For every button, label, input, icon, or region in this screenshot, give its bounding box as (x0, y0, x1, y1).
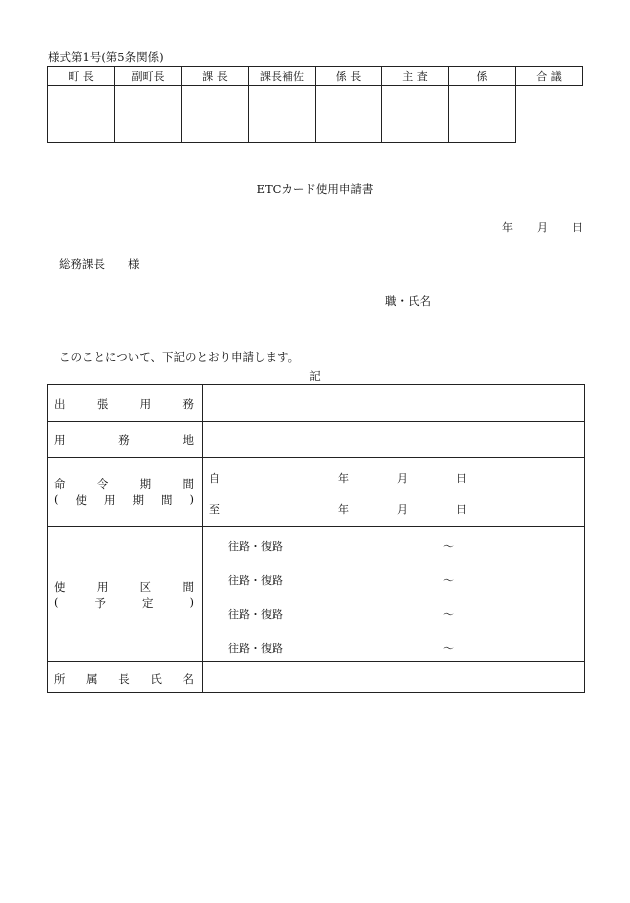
applicant-name-label: 職・氏名 (385, 294, 431, 308)
stamp-box[interactable] (182, 86, 249, 143)
document-title: ETCカード使用申請書 (256, 182, 374, 196)
label-char: 張 (96, 397, 109, 411)
label-char: 名 (182, 672, 194, 686)
date-year-label: 年 (502, 221, 513, 234)
approval-header-assistant-chief: 課長補佐 (249, 67, 316, 86)
stamp-box[interactable] (449, 86, 516, 143)
period-from-label: 自 (209, 472, 220, 485)
label-planned (54, 595, 194, 611)
application-table (47, 384, 585, 693)
label-destination (54, 432, 194, 448)
approval-header-staff: 係 (449, 67, 516, 86)
route-label-4: 往路・復路 (228, 642, 283, 655)
stamp-box[interactable] (48, 86, 115, 143)
label-business-purpose (54, 396, 194, 412)
label-char: 区 (139, 580, 152, 594)
date-day-label: 日 (572, 221, 583, 234)
approval-header-section-chief: 課 長 (182, 67, 249, 86)
label-char: 間 (161, 493, 173, 507)
label-char: 用 (139, 397, 152, 411)
route-tilde-4: ～ (443, 642, 454, 655)
label-char: ) (189, 492, 194, 506)
period-to-label: 至 (209, 503, 220, 516)
business-purpose-field[interactable] (203, 385, 584, 421)
row-divider (48, 457, 584, 458)
destination-field[interactable] (203, 422, 584, 457)
stamp-box[interactable] (249, 86, 316, 143)
label-char: 用 (96, 580, 109, 594)
label-order-period (54, 476, 194, 492)
label-char: 所 (54, 672, 66, 686)
route-tilde-3: ～ (443, 608, 454, 621)
label-char: ( (54, 492, 59, 506)
route-tilde-2: ～ (443, 574, 454, 587)
route-tilde-1: ～ (443, 540, 454, 553)
ki-heading: 記 (309, 369, 321, 383)
label-char: 務 (182, 397, 194, 411)
approval-header-unit-chief: 係 長 (316, 67, 382, 86)
addressee: 総務課長 様 (59, 257, 140, 271)
label-char: 氏 (150, 672, 162, 686)
label-supervisor-name (54, 671, 194, 687)
label-char: 予 (94, 596, 106, 610)
period-from-day: 日 (456, 472, 467, 485)
row-divider (48, 526, 584, 527)
label-use-period (54, 492, 194, 508)
label-char: 属 (86, 672, 98, 686)
period-from-month: 月 (397, 472, 408, 485)
period-to-day: 日 (456, 503, 467, 516)
label-char: 間 (182, 580, 194, 594)
period-from-year: 年 (338, 472, 349, 485)
period-to-month: 月 (397, 503, 408, 516)
stamp-box[interactable] (316, 86, 382, 143)
route-label-2: 往路・復路 (228, 574, 283, 587)
date-month-label: 月 (537, 221, 548, 234)
label-char: 使 (54, 580, 66, 594)
label-char: 長 (118, 672, 130, 686)
stamp-box[interactable] (382, 86, 449, 143)
label-char: 使 (75, 493, 87, 507)
label-char: ) (189, 595, 194, 609)
supervisor-name-field[interactable] (203, 662, 584, 692)
approval-header-consultation: 合 議 (516, 67, 583, 86)
approval-header-senior-staff: 主 査 (382, 67, 449, 86)
label-char: 間 (182, 477, 194, 491)
label-char: 務 (118, 433, 130, 447)
label-char: ( (54, 595, 59, 609)
period-to-year: 年 (338, 503, 349, 516)
consultation-box[interactable] (516, 86, 583, 143)
label-char: 地 (182, 433, 194, 447)
approval-stamp-table (47, 66, 583, 143)
label-char: 用 (54, 433, 66, 447)
label-char: 令 (96, 477, 109, 491)
route-label-1: 往路・復路 (228, 540, 283, 553)
form-number: 様式第1号(第5条関係) (48, 50, 164, 64)
approval-header-deputy-mayor: 副町長 (115, 67, 182, 86)
label-char: 用 (104, 493, 116, 507)
label-char: 出 (54, 397, 66, 411)
label-char: 期 (139, 477, 152, 491)
label-char: 命 (54, 477, 66, 491)
approval-header-mayor: 町 長 (48, 67, 115, 86)
stamp-box[interactable] (115, 86, 182, 143)
label-char: 期 (132, 493, 144, 507)
label-use-section (54, 579, 194, 595)
label-char: 定 (142, 596, 154, 610)
route-label-3: 往路・復路 (228, 608, 283, 621)
intro-text: このことについて、下記のとおり申請します。 (59, 350, 300, 364)
